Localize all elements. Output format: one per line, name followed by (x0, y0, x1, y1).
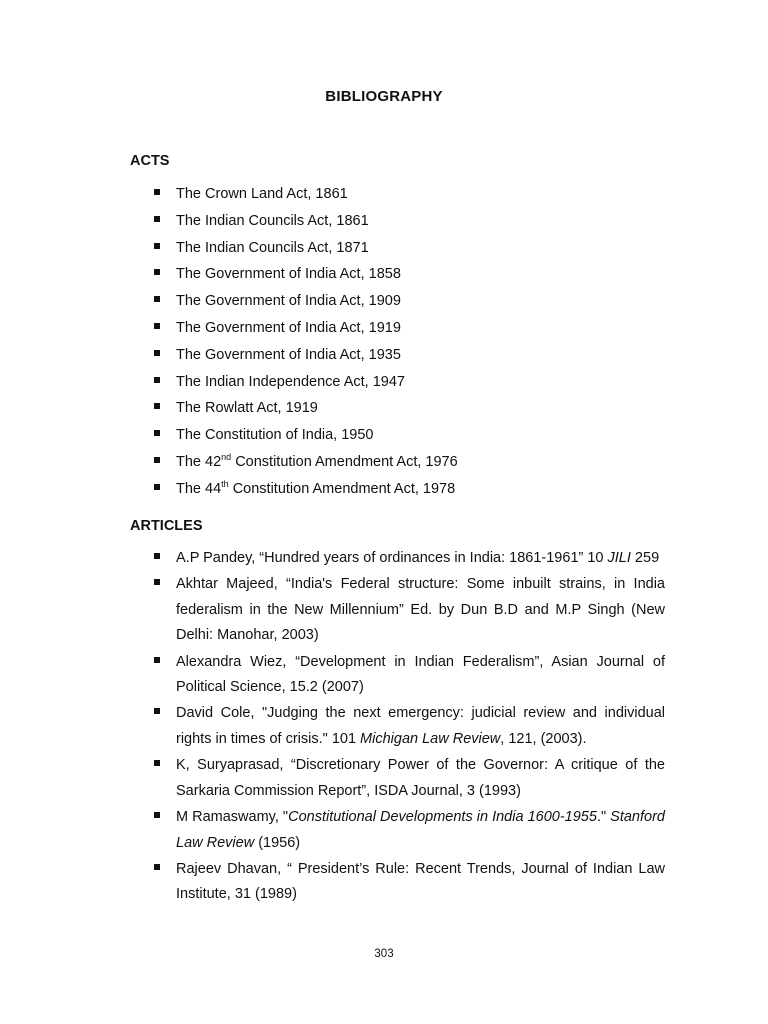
articles-list (0, 546, 665, 908)
list-item: The Indian Councils Act, 1871 (0, 238, 458, 265)
bullet-icon (154, 269, 160, 275)
bullet-icon (154, 457, 160, 463)
page-title: BIBLIOGRAPHY (325, 88, 443, 105)
bullet-icon (154, 430, 160, 436)
bullet-icon (154, 864, 160, 870)
bullet-icon (154, 377, 160, 383)
list-item: K, Suryaprasad, “Discretionary Power of the Governor: A critique of the Sarkaria Commission Report”, ISDA Journal, 3 (1993) (0, 753, 665, 804)
list-item: A.P Pandey, “Hundred years of ordinances in India: 1861-1961” 10 JILI 259 (0, 546, 665, 572)
page-number: 303 (374, 948, 394, 960)
list-item: The Indian Independence Act, 1947 (0, 372, 458, 399)
bullet-icon (154, 657, 160, 663)
bullet-icon (154, 812, 160, 818)
list-item: The Government of India Act, 1909 (0, 291, 458, 318)
list-item: David Cole, "Judging the next emergency: judicial review and individual rights in times of crisis." 101 Michigan Law Review, 121, (2003). (0, 701, 665, 752)
bullet-icon (154, 216, 160, 222)
list-item: The 44th Constitution Amendment Act, 1978 (0, 479, 458, 506)
list-item: Akhtar Majeed, “India's Federal structure: Some inbuilt strains, in India federalism in the New Millennium” Ed. by Dun B.D and M.P Singh (New Delhi: Manohar, 2003) (0, 572, 665, 649)
list-item: The Crown Land Act, 1861 (0, 184, 458, 211)
bullet-icon (154, 403, 160, 409)
list-item: The Government of India Act, 1919 (0, 318, 458, 345)
bullet-icon (154, 484, 160, 490)
bullet-icon (154, 189, 160, 195)
bullet-icon (154, 350, 160, 356)
bullet-icon (154, 760, 160, 766)
bullet-icon (154, 296, 160, 302)
list-item: The Constitution of India, 1950 (0, 425, 458, 452)
list-item: Alexandra Wiez, “Development in Indian Federalism”, Asian Journal of Political Science, 15.2 (2007) (0, 650, 665, 701)
list-item: The Indian Councils Act, 1861 (0, 211, 458, 238)
bullet-icon (154, 323, 160, 329)
bullet-icon (154, 553, 160, 559)
bullet-icon (154, 708, 160, 714)
list-item: Rajeev Dhavan, “ President’s Rule: Recent Trends, Journal of Indian Law Institute, 31 (1989) (0, 857, 665, 908)
list-item: The Rowlatt Act, 1919 (0, 398, 458, 425)
acts-list (0, 184, 458, 506)
list-item: The Government of India Act, 1935 (0, 345, 458, 372)
list-item: The 42nd Constitution Amendment Act, 1976 (0, 452, 458, 479)
acts-heading: ACTS (130, 153, 170, 169)
articles-heading: ARTICLES (130, 518, 203, 534)
list-item: The Government of India Act, 1858 (0, 264, 458, 291)
bullet-icon (154, 579, 160, 585)
bullet-icon (154, 243, 160, 249)
list-item: M Ramaswamy, "Constitutional Developments in India 1600-1955." Stanford Law Review (1956) (0, 805, 665, 856)
